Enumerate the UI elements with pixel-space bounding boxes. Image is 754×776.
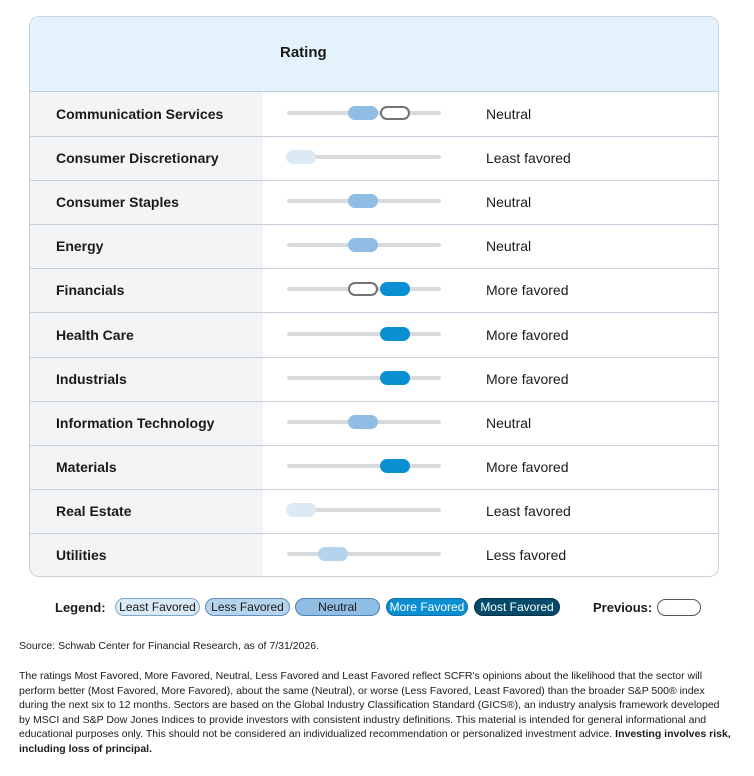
legend-item: Neutral: [295, 598, 380, 616]
legend-item: Least Favored: [115, 598, 200, 616]
sector-name: Health Care: [56, 326, 134, 343]
current-rating-marker: [380, 282, 410, 296]
rating-label: Least favored: [486, 502, 571, 519]
table-row: [30, 92, 718, 137]
current-rating-marker: [348, 238, 378, 252]
legend-title: Legend:: [55, 600, 106, 615]
rating-track: [287, 332, 441, 336]
table-row: [30, 357, 718, 402]
sector-name: Consumer Staples: [56, 194, 179, 211]
table-row: [30, 533, 718, 577]
current-rating-marker: [380, 371, 410, 385]
sector-name: Energy: [56, 238, 104, 255]
table-row: [30, 180, 718, 225]
legend-item: Less Favored: [205, 598, 290, 616]
sector-name: Information Technology: [56, 414, 215, 431]
sector-name: Industrials: [56, 370, 127, 387]
rating-label: Neutral: [486, 414, 532, 431]
table-row: [30, 445, 718, 490]
table-row: [30, 268, 718, 313]
current-rating-marker: [348, 106, 378, 120]
rating-track: [287, 376, 441, 380]
current-rating-marker: [380, 327, 410, 341]
source-note: Source: Schwab Center for Financial Research, as of 7/31/2026.: [19, 640, 319, 652]
current-rating-marker: [380, 459, 410, 473]
table-row: [30, 224, 718, 269]
table-header: [30, 17, 718, 92]
rating-label: Neutral: [486, 106, 532, 122]
sector-name: Materials: [56, 458, 117, 475]
rating-label: More favored: [486, 282, 569, 299]
table-row: [30, 489, 718, 534]
sector-name: Utilities: [56, 547, 107, 563]
current-rating-marker: [286, 503, 316, 517]
sector-name: Communication Services: [56, 106, 224, 122]
rating-label: More favored: [486, 326, 569, 343]
table-row: [30, 313, 718, 358]
legend-item: More Favored: [386, 598, 468, 616]
rating-label: Neutral: [486, 238, 532, 255]
legend: [55, 598, 705, 618]
rating-track: [287, 464, 441, 468]
sector-name: Financials: [56, 282, 125, 299]
table-row: [30, 401, 718, 446]
previous-rating-marker: [348, 282, 378, 296]
rating-track: [287, 552, 441, 556]
legend-previous-marker: [657, 599, 701, 616]
disclaimer-risk-warning: Investing involves risk, including loss of principal.: [19, 728, 731, 755]
legend-previous-label: Previous:: [593, 600, 653, 615]
rating-label: Neutral: [486, 194, 532, 211]
rating-label: Less favored: [486, 547, 567, 563]
sector-name: Consumer Discretionary: [56, 150, 219, 167]
rating-label: More favored: [486, 370, 569, 387]
current-rating-marker: [286, 150, 316, 164]
table-row: [30, 136, 718, 181]
disclaimer: [19, 669, 731, 756]
disclaimer-text: The ratings Most Favored, More Favored, Neutral, Less Favored and Least Favored reflect SCFR's opinions about the likelihood that the sector will perform better (Most Favored, More Favored), about the same (Neutral), or worse (Less Favored, Least Favored) than the broader S&P 500® index during the next six to 12 months. Sectors are based on the Global Industry Classification Standard (GICS®), an industry analysis framework developed by MSCI and S&P Dow Jones Indices to provide investors with consistent industry definitions. This material is intended for general informational and educational purposes only. This should not be considered an individualized recommendation or personalized investment advice.: [19, 670, 720, 740]
legend-item: Most Favored: [474, 598, 560, 616]
current-rating-marker: [348, 194, 378, 208]
current-rating-marker: [318, 547, 348, 561]
current-rating-marker: [348, 415, 378, 429]
rating-column-header: Rating: [280, 44, 327, 61]
rating-label: More favored: [486, 458, 569, 475]
sector-ratings-table: [29, 16, 719, 577]
sector-name: Real Estate: [56, 502, 132, 519]
rating-label: Least favored: [486, 150, 571, 167]
previous-rating-marker: [380, 106, 410, 120]
